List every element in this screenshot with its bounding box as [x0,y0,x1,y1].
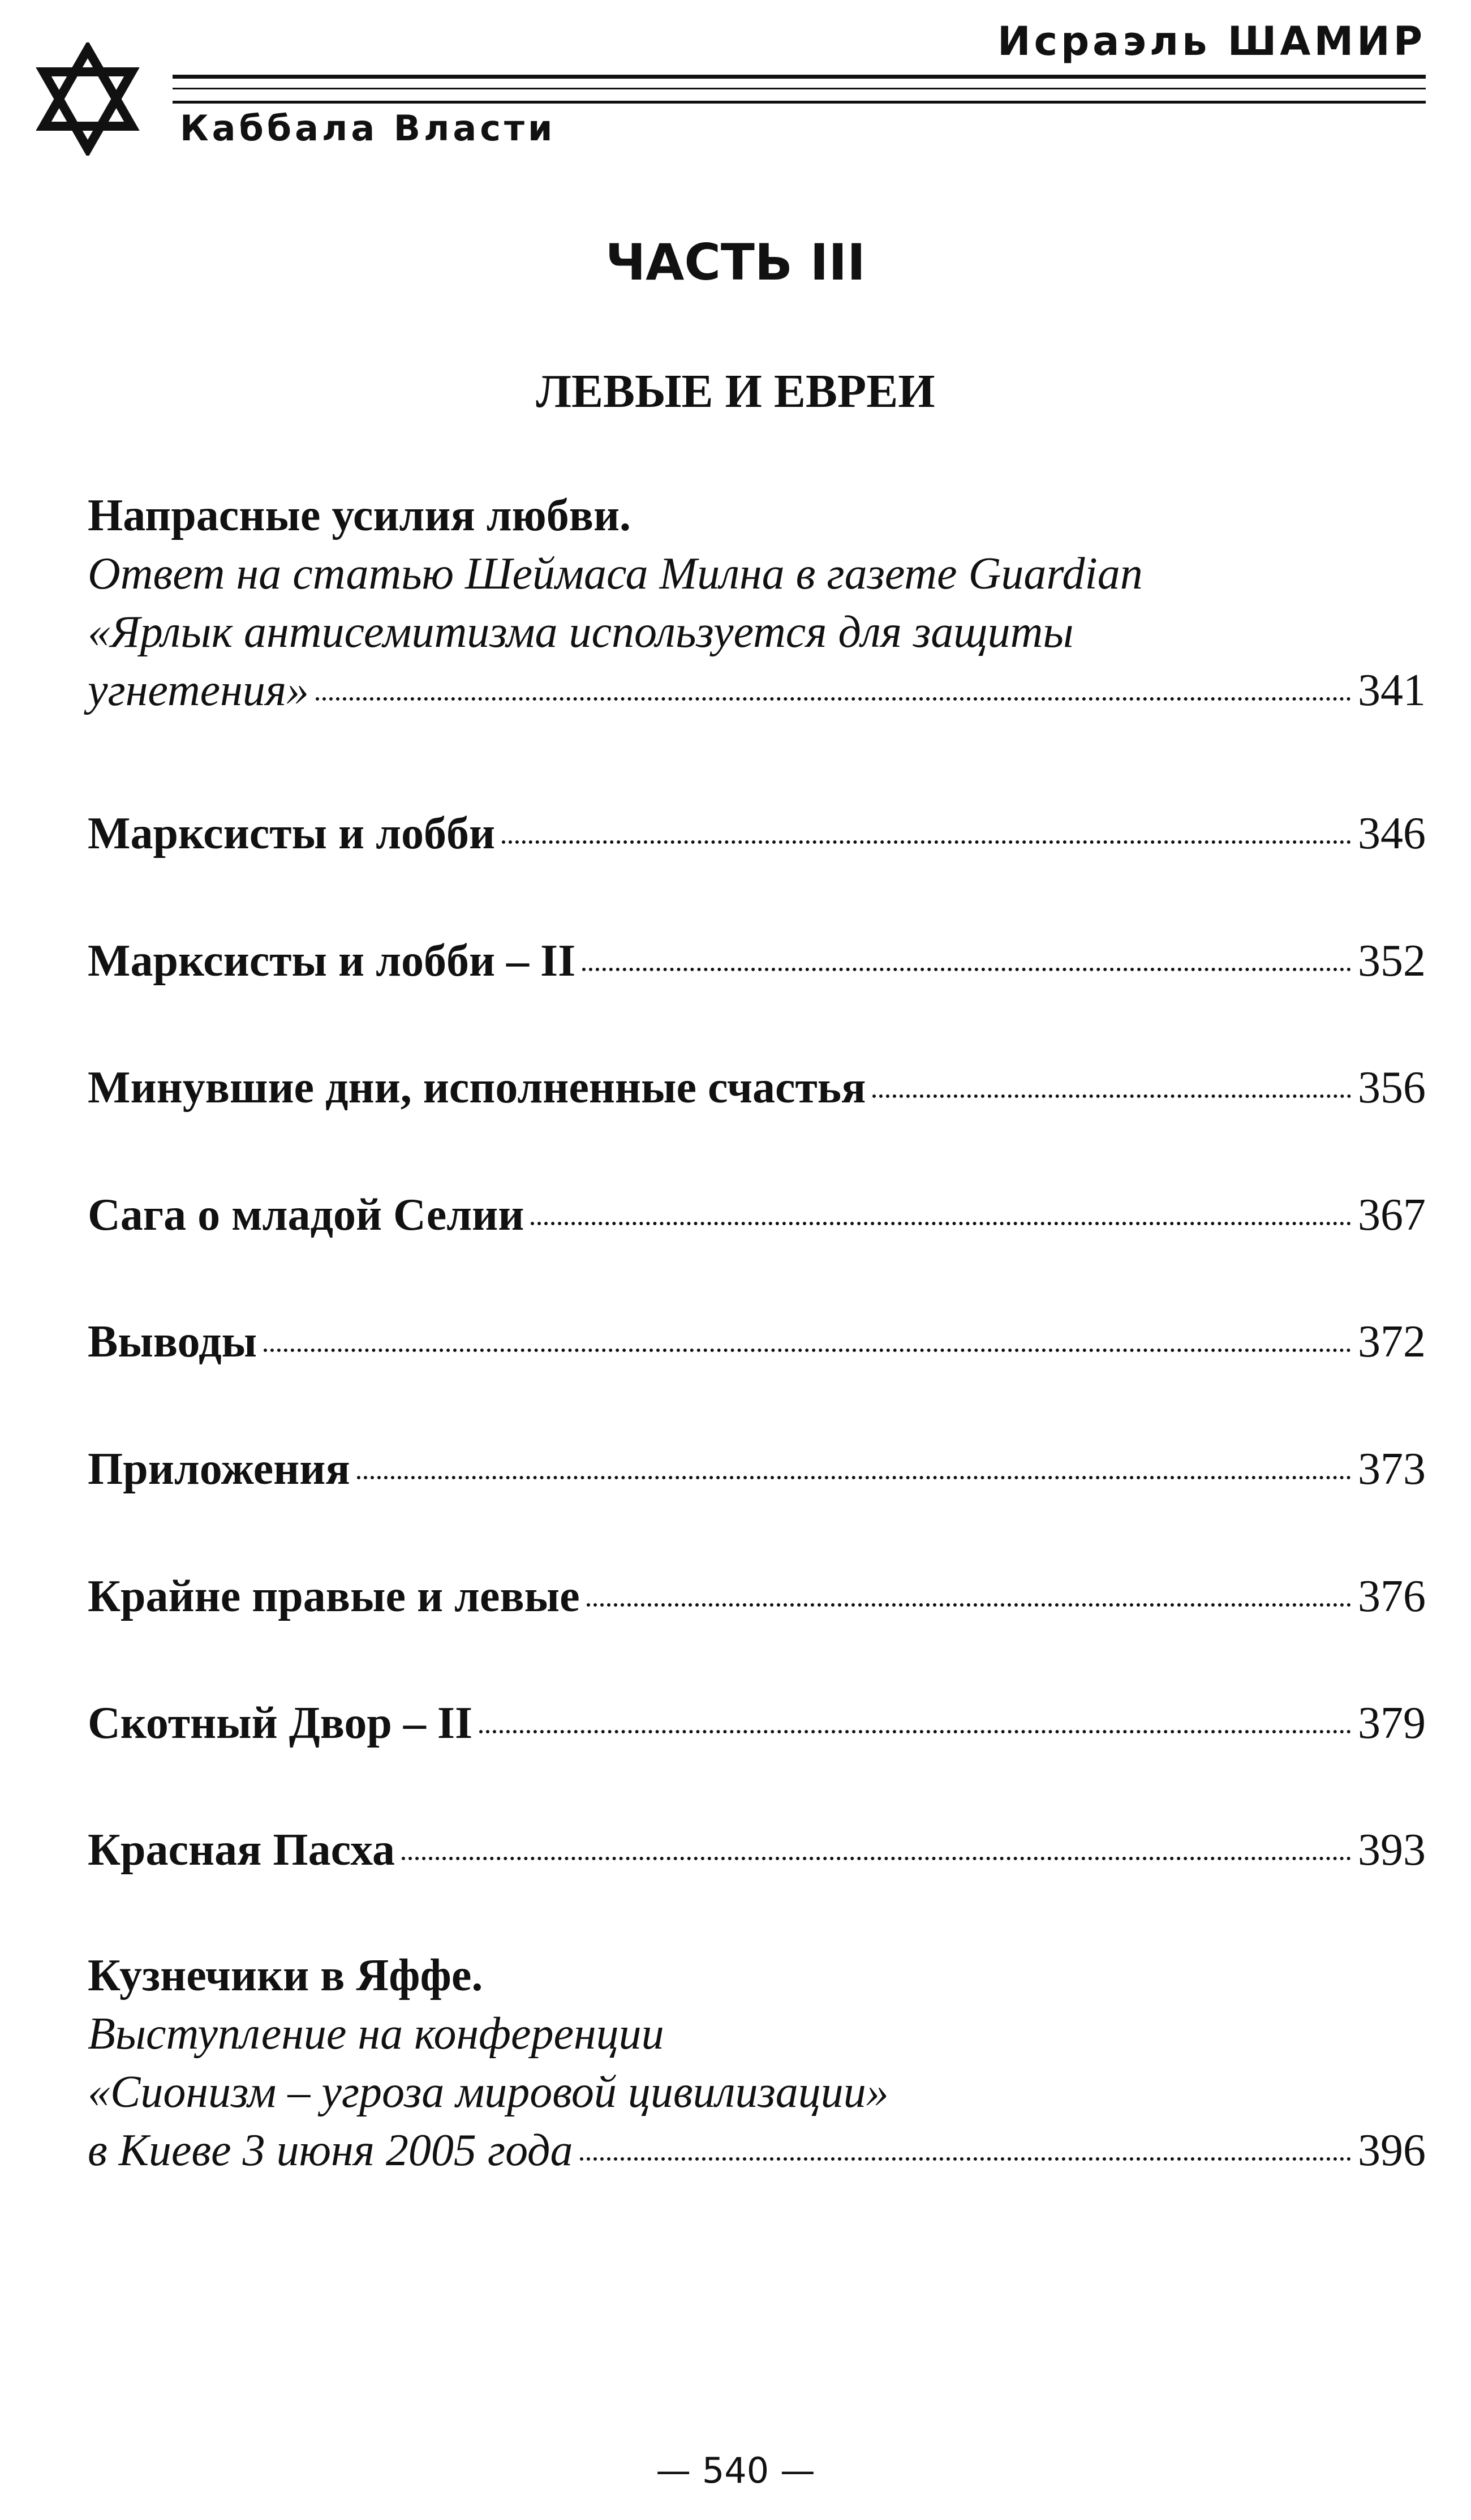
dot-leader [357,1476,1351,1479]
toc-entry-subtitle: «Сионизм – угроза мировой цивилизации» [88,2067,889,2117]
dot-leader [582,968,1351,971]
dot-leader [587,1603,1351,1607]
toc-page-number: 379 [1358,1698,1426,1748]
toc-entry [88,1821,1426,1879]
toc-entry-subtitle: «Ярлык антисемитизма используется для защиты [88,607,1074,657]
toc-page-number: 341 [1358,666,1426,715]
part-title: ЧАСТЬ III [605,233,866,291]
toc-entry [88,1568,1426,1626]
toc-entry-title: Скотный Двор – II [88,1698,473,1748]
toc-entry [88,1313,1426,1371]
toc-entry [88,805,1426,863]
toc-entry-subtitle: угнетения» [88,666,309,715]
toc-entry-title: Красная Пасха [88,1825,395,1875]
toc-entry [88,1186,1426,1244]
toc-entry-title: Минувшие дни, исполненные счастья [88,1063,866,1113]
toc-page-number: 356 [1358,1063,1426,1113]
page-number: — 540 — [656,2450,815,2491]
dot-leader [872,1094,1351,1098]
section-title: ЛЕВЫЕ И ЕВРЕИ [536,365,935,418]
dot-leader [264,1349,1351,1352]
toc-entry-leader [88,662,1426,720]
dot-leader [402,1857,1351,1860]
toc-page-number: 352 [1358,936,1426,986]
dot-leader [531,1222,1351,1225]
toc-entry [88,1059,1426,1117]
toc-page-number: 372 [1358,1317,1426,1367]
dot-leader [479,1730,1351,1733]
toc-entry-subtitle: в Киеве 3 июня 2005 года [88,2126,573,2175]
toc-entry-title: Сага о младой Селии [88,1190,524,1240]
toc-entry [88,487,1426,720]
toc-entry-title: Марксисты и лобби – II [88,936,576,986]
toc-entry-title: Крайне правые и левые [88,1572,580,1621]
toc-page-number: 376 [1358,1572,1426,1621]
toc-entry [88,1694,1426,1753]
toc-entry-title: Напрасные усилия любви. [88,491,631,540]
toc-entry-subtitle: Выступление на конференции [88,2009,664,2059]
dot-leader [316,697,1351,701]
header-rule-bottom [173,101,1426,104]
header-rule-thick [173,75,1426,79]
toc-entry-title: Приложения [88,1444,350,1494]
dot-leader [580,2157,1352,2161]
toc-entry-title: Кузнечики в Яффе. [88,1951,483,2000]
star-of-david-icon [31,42,144,156]
toc-entry [88,932,1426,990]
dot-leader [502,840,1351,844]
toc-page-number: 396 [1358,2126,1426,2175]
header-rule-thin [173,88,1426,89]
toc-entry-leader [88,2122,1426,2180]
toc-page-number: 393 [1358,1825,1426,1875]
toc-entry [88,1947,1426,2180]
toc-entry-title: Выводы [88,1317,257,1367]
toc-page-number: 373 [1358,1444,1426,1494]
toc-entry-title: Марксисты и лобби [88,809,496,858]
toc-page-number: 367 [1358,1190,1426,1240]
toc-page-number: 346 [1358,809,1426,858]
running-head-author: Исраэль ШАМИР [997,18,1426,65]
toc-entry-subtitle: Ответ на статью Шеймаса Милна в газете Guardian [88,549,1143,599]
toc-entry [88,1440,1426,1499]
running-head-book-title: Каббала Власти [180,108,556,149]
